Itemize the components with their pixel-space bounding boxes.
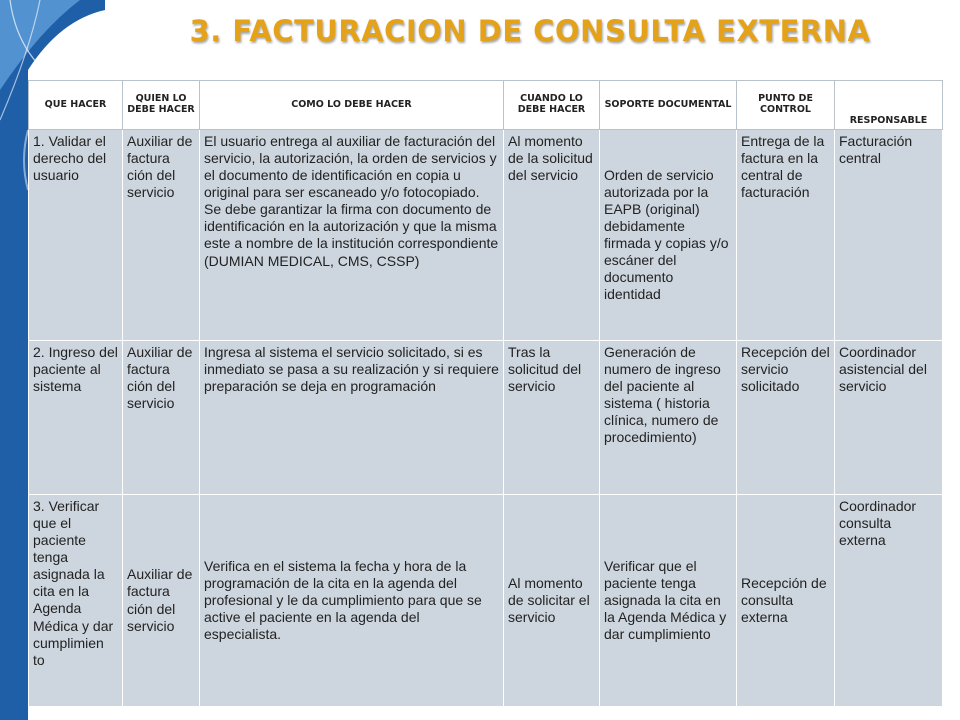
cell-como: El usuario entrega al auxiliar de facturación del servicio, la autorización, la orden de servicios y el documento de identificación en copia u original para ser escaneado y/o fotocopiado. Se debe garantizar la firma con documento de identificación en la autorización y que la misma este a nombre de la institución correspondiente (DUMIAN MEDICAL, CMS, CSSP) [200, 130, 504, 341]
header-punto-control: PUNTO DE CONTROL [737, 81, 835, 130]
cell-soporte: Verificar que el paciente tenga asignada la cita en la Agenda Médica y dar cumplimiento [600, 495, 737, 707]
header-soporte: SOPORTE DOCUMENTAL [600, 81, 737, 130]
cell-punto: Recepción del servicio solicitado [737, 341, 835, 495]
cell-quien: Auxiliar de factura ción del servicio [123, 130, 200, 341]
cell-responsable: Coordinador asistencial del servicio [835, 341, 943, 495]
cell-soporte: Orden de servicio autorizada por la EAPB (original) debidamente firmada y copias y/o escáner del documento identidad [600, 130, 737, 341]
table-header-row [29, 81, 943, 130]
cell-que: 1. Validar el derecho del usuario [29, 130, 123, 341]
cell-quien: Auxiliar de factura ción del servicio [123, 495, 200, 707]
cell-cuando: Al momento de solicitar el servicio [504, 495, 600, 707]
cell-responsable: Facturación central [835, 130, 943, 341]
cell-punto: Entrega de la factura en la central de facturación [737, 130, 835, 341]
page-title: 3. FACTURACION DE CONSULTA EXTERNA [189, 14, 871, 48]
table-row [29, 495, 943, 707]
cell-responsable: Coordinador consulta externa [835, 495, 943, 707]
cell-como: Verifica en el sistema la fecha y hora de la programación de la cita en la agenda del profesional y le da cumplimiento para que se active el paciente en la agenda del especialista. [200, 495, 504, 707]
cell-quien: Auxiliar de factura ción del servicio [123, 341, 200, 495]
table-row [29, 341, 943, 495]
header-que-hacer: QUE HACER [29, 81, 123, 130]
cell-soporte: Generación de numero de ingreso del paciente al sistema ( historia clínica, numero de procedimiento) [600, 341, 737, 495]
header-cuando: CUANDO LO DEBE HACER [504, 81, 600, 130]
header-responsable: RESPONSABLE [835, 81, 943, 130]
cell-que: 3. Verificar que el paciente tenga asignada la cita en la Agenda Médica y dar cumplimien to [29, 495, 123, 707]
process-table [28, 80, 943, 707]
cell-como: Ingresa al sistema el servicio solicitado, si es inmediato se pasa a su realización y si requiere preparación se deja en programación [200, 341, 504, 495]
table-row [29, 130, 943, 341]
cell-punto: Recepción de consulta externa [737, 495, 835, 707]
header-como: COMO LO DEBE HACER [200, 81, 504, 130]
header-quien: QUIEN LO DEBE HACER [123, 81, 200, 130]
cell-cuando: Al momento de la solicitud del servicio [504, 130, 600, 341]
cell-cuando: Tras la solicitud del servicio [504, 341, 600, 495]
cell-que: 2. Ingreso del paciente al sistema [29, 341, 123, 495]
process-table-container [28, 80, 942, 707]
